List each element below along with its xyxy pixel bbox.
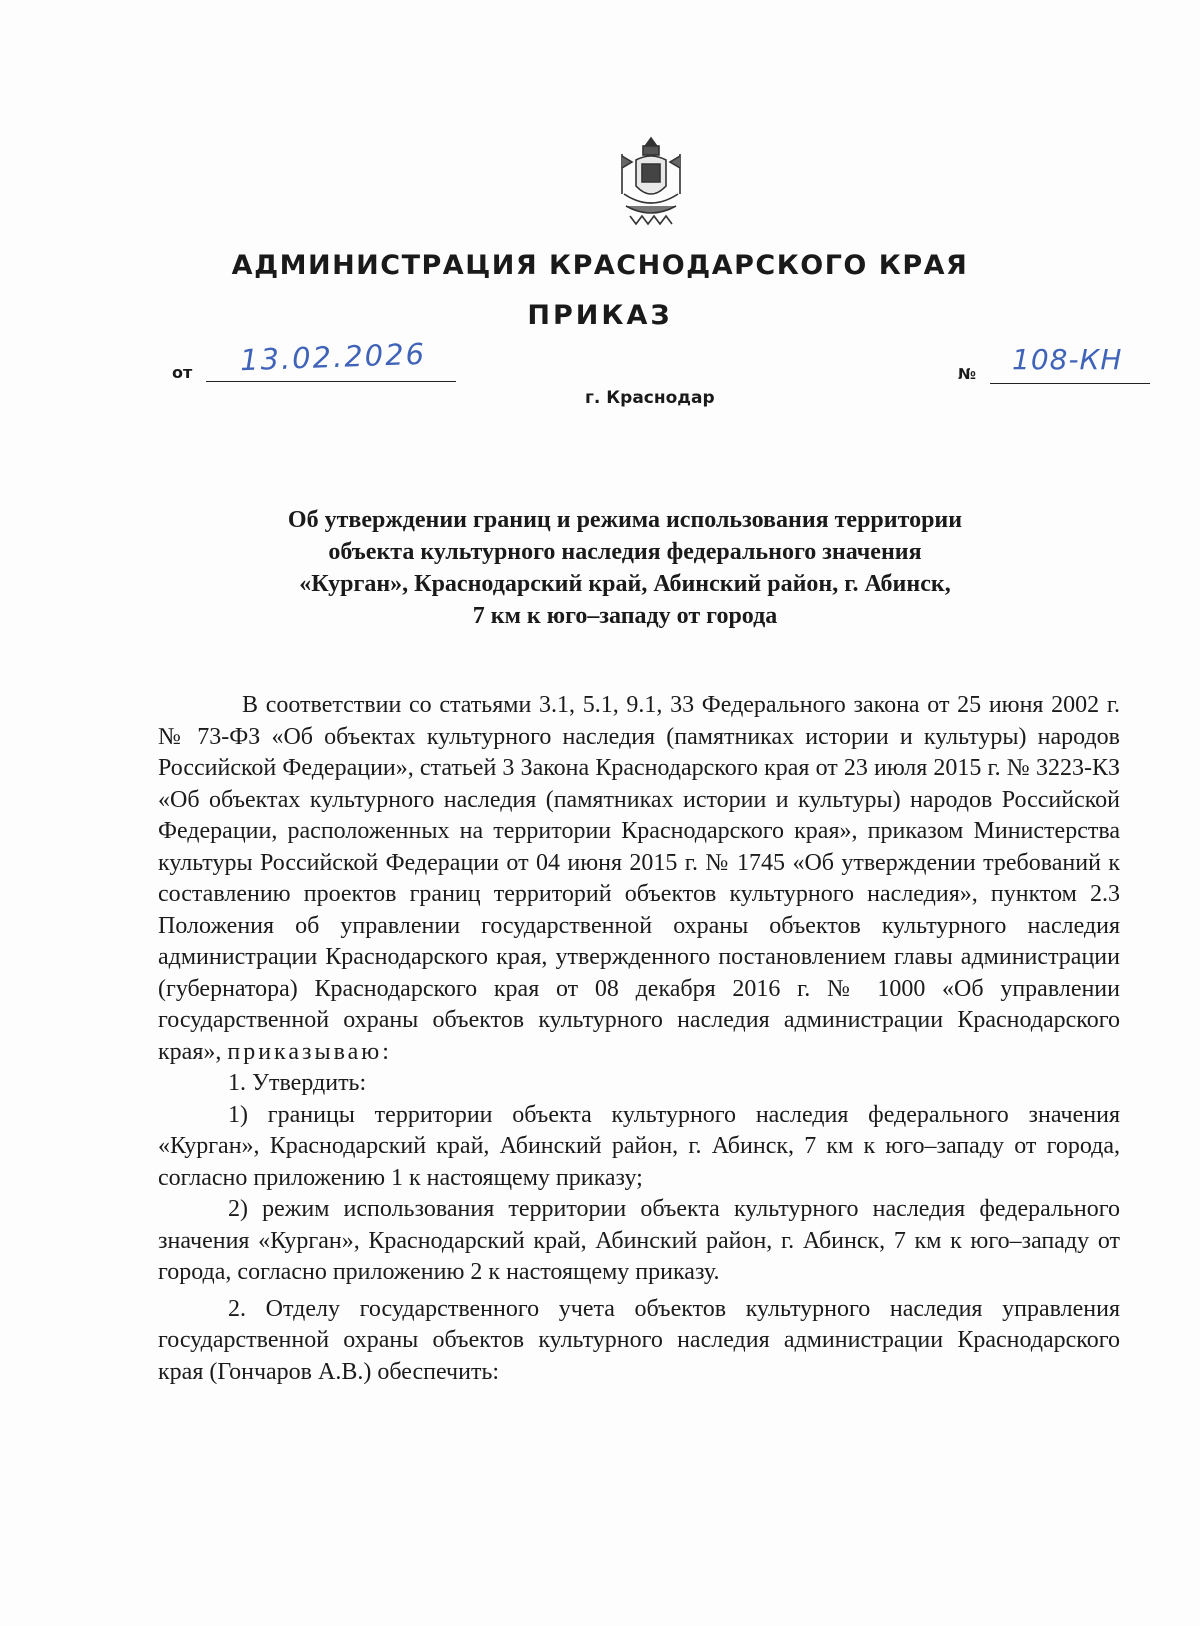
- subject-line: Об утверждении границ и режима использования территории: [287, 507, 963, 533]
- subject-line: 7 км к юго–западу от города: [472, 603, 778, 629]
- number-label: №: [958, 365, 977, 383]
- subject-line: объекта культурного наследия федерального значения: [328, 539, 922, 565]
- city-label: г. Краснодар: [585, 388, 715, 408]
- preamble-text: В соответствии со статьями 3.1, 5.1, 9.1, 33 Федерального закона от 25 июня 2002 г. № 73-ФЗ «Об объектах культурного наследия (памятниках истории и культуры) народов Российской Федерации», статьей 3 Закона Краснодарского края от 23 июля 2015 г. № 3223-КЗ «Об объектах культурного наследия (памятниках истории и культуры) народов Российской Федерации, расположенных на территории Краснодарского края», приказом Министерства культуры Российской Федерации от 04 июня 2015 г. № 1745 «Об утверждении требований к составлению проектов границ территорий объектов культурного наследия», пунктом 2.3 Положения об управлении государственной охраны объектов культурного наследия администрации Краснодарского края, утвержденного постановлением главы администрации (губернатора) Краснодарского края от 08 декабря 2016 г. № 1000 «Об управлении государственной охраны объектов культурного наследия администрации Краснодарского края»,: [158, 692, 1120, 1065]
- order-subject: [180, 504, 1070, 632]
- item-1: 1. Утвердить:: [228, 1070, 367, 1096]
- item-1-subitem-2: 2) режим использования территории объекта культурного наследия федерального значения «Курган», Краснодарский край, Абинский район, г. Абинск, 7 км к юго–западу от города, согласно приложению 2 к настоящему приказу.: [158, 1196, 1120, 1285]
- document-type: ПРИКАЗ: [527, 300, 673, 331]
- date-label: от: [172, 363, 193, 382]
- order-body: [158, 690, 1120, 1388]
- subject-line: «Курган», Краснодарский край, Абинский район, г. Абинск,: [299, 571, 951, 597]
- item-1-subitem-1: 1) границы территории объекта культурного наследия федерального значения «Курган», Краснодарский край, Абинский район, г. Абинск, 7 км к юго–западу от города, согласно приложению 1 к настоящему приказу;: [158, 1101, 1120, 1191]
- preamble-paragraph: [158, 690, 1120, 1068]
- handwritten-date: 13.02.2026: [239, 336, 427, 378]
- item-2: 2. Отделу государственного учета объектов культурного наследия управления государственной охраны объектов культурного наследия администрации Краснодарского края (Гончаров А.В.) обеспечить:: [158, 1295, 1120, 1385]
- handwritten-number: 108-КН: [1012, 343, 1123, 376]
- organization-title: АДМИНИСТРАЦИЯ КРАСНОДАРСКОГО КРАЯ: [231, 250, 969, 281]
- order-word: приказываю:: [227, 1038, 392, 1065]
- coat-of-arms-emblem: [612, 134, 690, 230]
